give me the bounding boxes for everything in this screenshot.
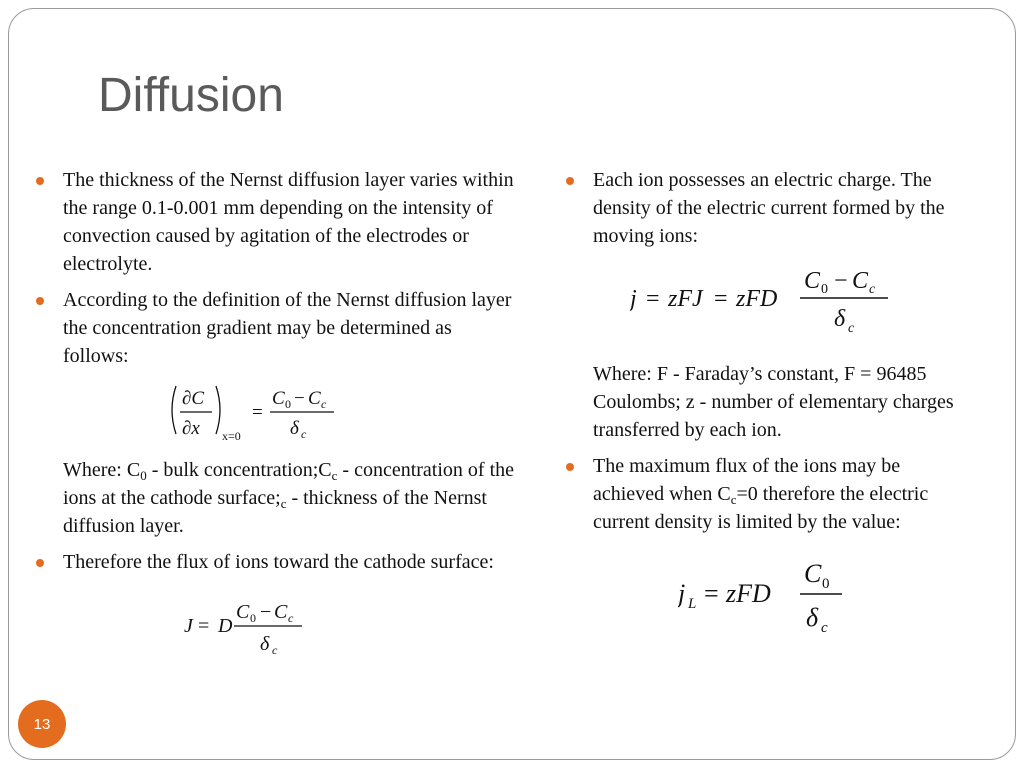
bullet-item: [36, 286, 516, 370]
svg-text:c: c: [848, 321, 855, 336]
current-density-equation: [630, 260, 976, 340]
svg-text:c: c: [288, 611, 294, 625]
where-text: - bulk concentration;C: [146, 459, 332, 481]
svg-text:0: 0: [250, 611, 256, 625]
svg-text:c: c: [321, 397, 327, 411]
svg-text:zFD: zFD: [736, 286, 778, 312]
svg-text:C: C: [804, 268, 821, 294]
slide-title: Diffusion: [98, 69, 284, 122]
svg-text:=: =: [714, 286, 728, 312]
bullet-text: The maximum flux of the ions may be achieved when C: [593, 455, 901, 505]
flux-equation-svg: [184, 590, 354, 658]
bullet-icon: [36, 177, 44, 185]
svg-text:C: C: [236, 601, 250, 623]
svg-text:−: −: [260, 601, 272, 623]
svg-text:c: c: [301, 427, 307, 441]
svg-text:δ: δ: [806, 603, 819, 632]
slide-number-badge: 13: [18, 700, 66, 748]
svg-text:0: 0: [821, 282, 828, 297]
bullet-item: [566, 166, 976, 250]
svg-text:x=0: x=0: [222, 429, 241, 443]
svg-text:zFD: zFD: [726, 579, 771, 608]
svg-text:=: =: [704, 579, 719, 608]
svg-text:=: =: [646, 286, 660, 312]
svg-text:j: j: [630, 286, 637, 312]
svg-text:C: C: [804, 559, 822, 588]
svg-text:=: =: [252, 402, 263, 423]
svg-text:j: j: [678, 579, 686, 608]
svg-text:C: C: [308, 388, 321, 409]
bullet-text: =0 therefore the electric current density is limited by the value:: [593, 483, 929, 533]
svg-text:c: c: [272, 643, 278, 657]
bullet-icon: [36, 559, 44, 567]
svg-text:D: D: [218, 615, 233, 637]
svg-text:δ: δ: [834, 306, 846, 332]
bullet-text: Therefore the flux of ions toward the cathode surface:: [63, 551, 494, 573]
subscript: c: [730, 492, 737, 507]
where-text: - thickness of the Nernst diffusion layer.: [63, 487, 487, 537]
subscript: c: [331, 468, 338, 483]
where-text: - concentration of the ions at the cathode surface;: [63, 459, 515, 509]
bullet-icon: [566, 177, 574, 185]
svg-text:−: −: [294, 388, 305, 409]
svg-text:0: 0: [285, 397, 291, 411]
limiting-current-equation: [678, 552, 976, 642]
svg-text:=: =: [198, 615, 210, 637]
left-column: [36, 166, 516, 658]
bullet-text: Each ion possesses an electric charge. The density of the electric current formed by the moving ions:: [593, 169, 945, 247]
bullet-item: [36, 166, 516, 278]
svg-text:∂x: ∂x: [182, 418, 200, 439]
svg-text:C: C: [852, 268, 869, 294]
svg-text:C: C: [272, 388, 285, 409]
svg-text:L: L: [688, 596, 697, 612]
svg-text:0: 0: [822, 576, 830, 592]
subscript: 0: [140, 468, 147, 483]
flux-equation: [184, 590, 516, 658]
gradient-equation: [166, 378, 516, 446]
bullet-item: [36, 548, 516, 576]
limiting-current-equation-svg: [678, 552, 878, 642]
svg-text:C: C: [274, 601, 288, 623]
subscript: c: [280, 496, 287, 511]
gradient-equation-svg: [166, 378, 366, 446]
svg-text:δ: δ: [260, 633, 270, 655]
svg-text:zFJ: zFJ: [668, 286, 703, 312]
svg-text:c: c: [821, 620, 828, 636]
svg-text:δ: δ: [290, 418, 299, 439]
bullet-text: The thickness of the Nernst diffusion layer varies within the range 0.1-0.001 mm depending on the intensity of convection caused by agitation of the electrodes or electrolyte.: [63, 169, 514, 275]
where-paragraph: Where: F - Faraday’s constant, F = 96485 Coulombs; z - number of elementary charges transferred by each ion.: [593, 363, 954, 441]
svg-text:c: c: [869, 282, 876, 297]
svg-text:J: J: [184, 615, 193, 637]
bullet-icon: [36, 297, 44, 305]
current-density-equation-svg: [630, 260, 910, 340]
svg-text:∂C: ∂C: [182, 388, 205, 409]
bullet-icon: [566, 463, 574, 471]
bullet-item: [566, 452, 976, 536]
where-paragraph: [36, 456, 516, 540]
where-text: Where: C: [63, 459, 141, 481]
right-column: [566, 166, 976, 642]
bullet-text: According to the definition of the Nernst diffusion layer the concentration gradient may be determined as follows:: [63, 289, 512, 367]
svg-text:−: −: [834, 268, 848, 294]
